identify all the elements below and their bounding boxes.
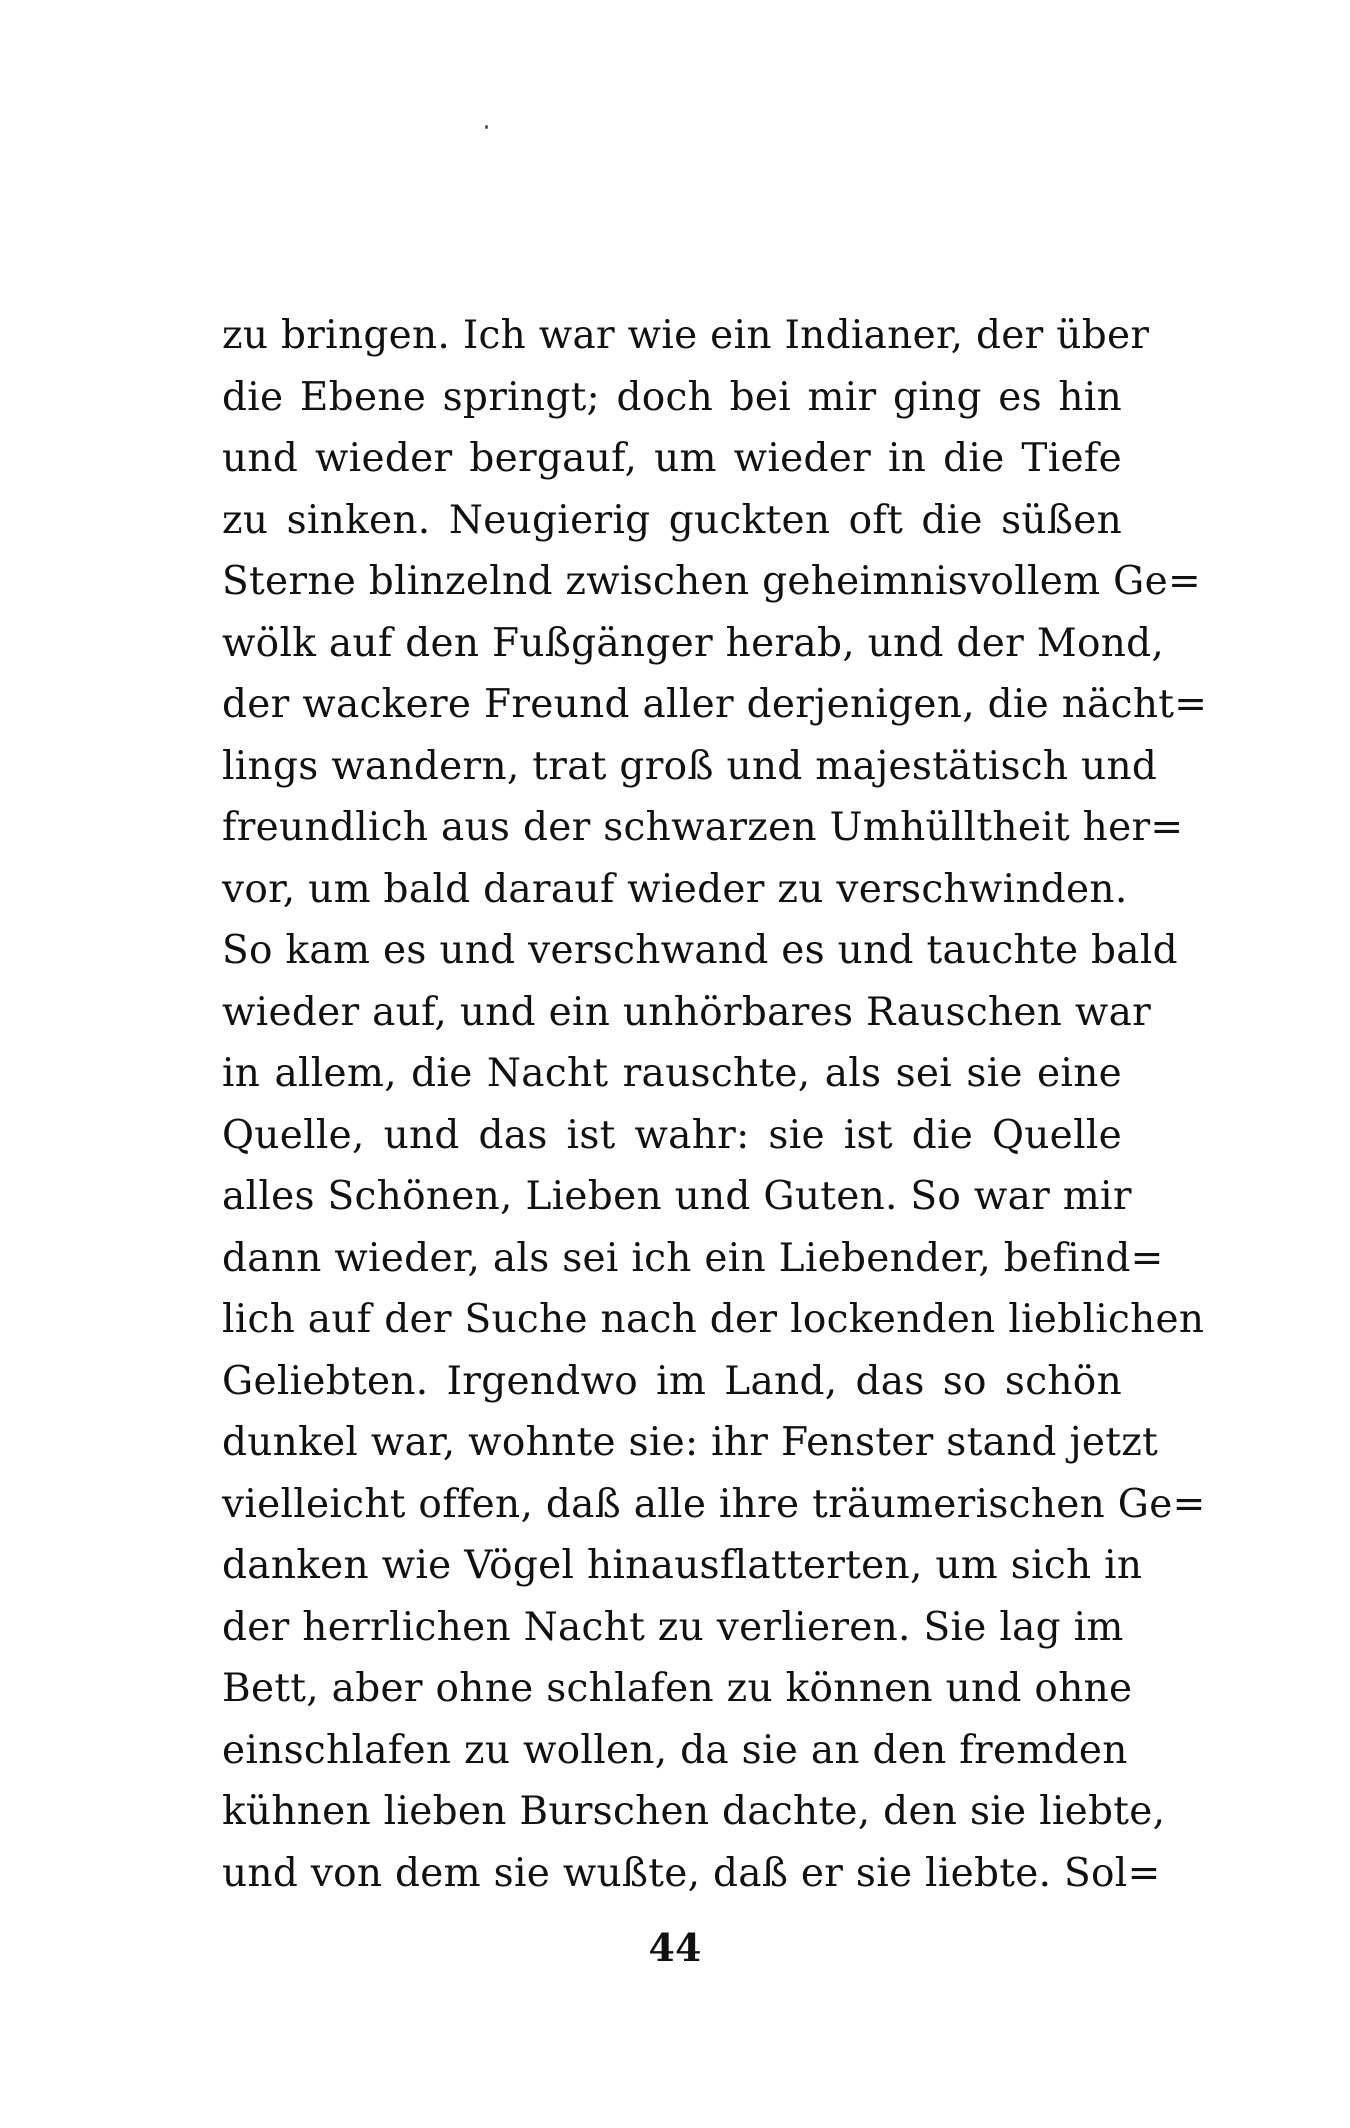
text-line: zu bringen. Ich war wie ein Indianer, der über — [222, 313, 1150, 358]
text-line: Geliebten. Irgendwo im Land, das so schön — [222, 1358, 1122, 1404]
text-line: der wackere Freund aller derjenigen, die nächt= — [222, 682, 1208, 727]
text-line: dunkel war, wohnte sie: ihr Fenster stand jetzt — [222, 1420, 1159, 1465]
text-line: lings wandern, trat groß und majestätisch und — [222, 743, 1158, 789]
page-number: 44 — [648, 1925, 702, 1970]
text-line: Sterne blinzelnd zwischen geheimnisvollem Ge= — [222, 559, 1201, 604]
text-line: in allem, die Nacht rauschte, als sei sie eine — [222, 1051, 1122, 1096]
text-line: Quelle, und das ist wahr: sie ist die Quelle — [222, 1112, 1122, 1158]
text-line: wölk auf den Fußgänger herab, und der Mond, — [222, 620, 1165, 666]
text-line: freundlich aus der schwarzen Umhülltheit her= — [222, 805, 1184, 850]
text-line: dann wieder, als sei ich ein Liebender, befind= — [222, 1235, 1164, 1281]
text-line: So kam es und verschwand es und tauchte bald — [222, 928, 1178, 973]
text-line: vielleicht offen, daß alle ihre träumerischen Ge= — [222, 1481, 1206, 1527]
text-line: alles Schönen, Lieben und Guten. So war mir — [222, 1174, 1132, 1219]
text-line: einschlafen zu wollen, da sie an den fremden — [222, 1727, 1128, 1773]
body-text — [222, 305, 1208, 1904]
text-line: kühnen lieben Burschen dachte, den sie liebte, — [222, 1789, 1166, 1834]
text-line: zu sinken. Neugierig guckten oft die süßen — [222, 497, 1122, 543]
text-line: vor, um bald darauf wieder zu verschwinden. — [222, 866, 1128, 912]
text-line: wieder auf, und ein unhörbares Rauschen war — [222, 989, 1152, 1035]
text-line: der herrlichen Nacht zu verlieren. Sie lag im — [222, 1604, 1124, 1650]
text-line: und von dem sie wußte, daß er sie liebte. Sol= — [222, 1850, 1161, 1896]
text-line: danken wie Vögel hinausflatterten, um sich in — [222, 1543, 1143, 1588]
text-line: die Ebene springt; doch bei mir ging es hin — [222, 374, 1122, 420]
paper-speck — [485, 125, 488, 129]
text-line: lich auf der Suche nach der lockenden lieblichen — [222, 1297, 1205, 1342]
text-line: Bett, aber ohne schlafen zu können und ohne — [222, 1666, 1133, 1711]
text-line: und wieder bergauf, um wieder in die Tiefe — [222, 436, 1122, 481]
